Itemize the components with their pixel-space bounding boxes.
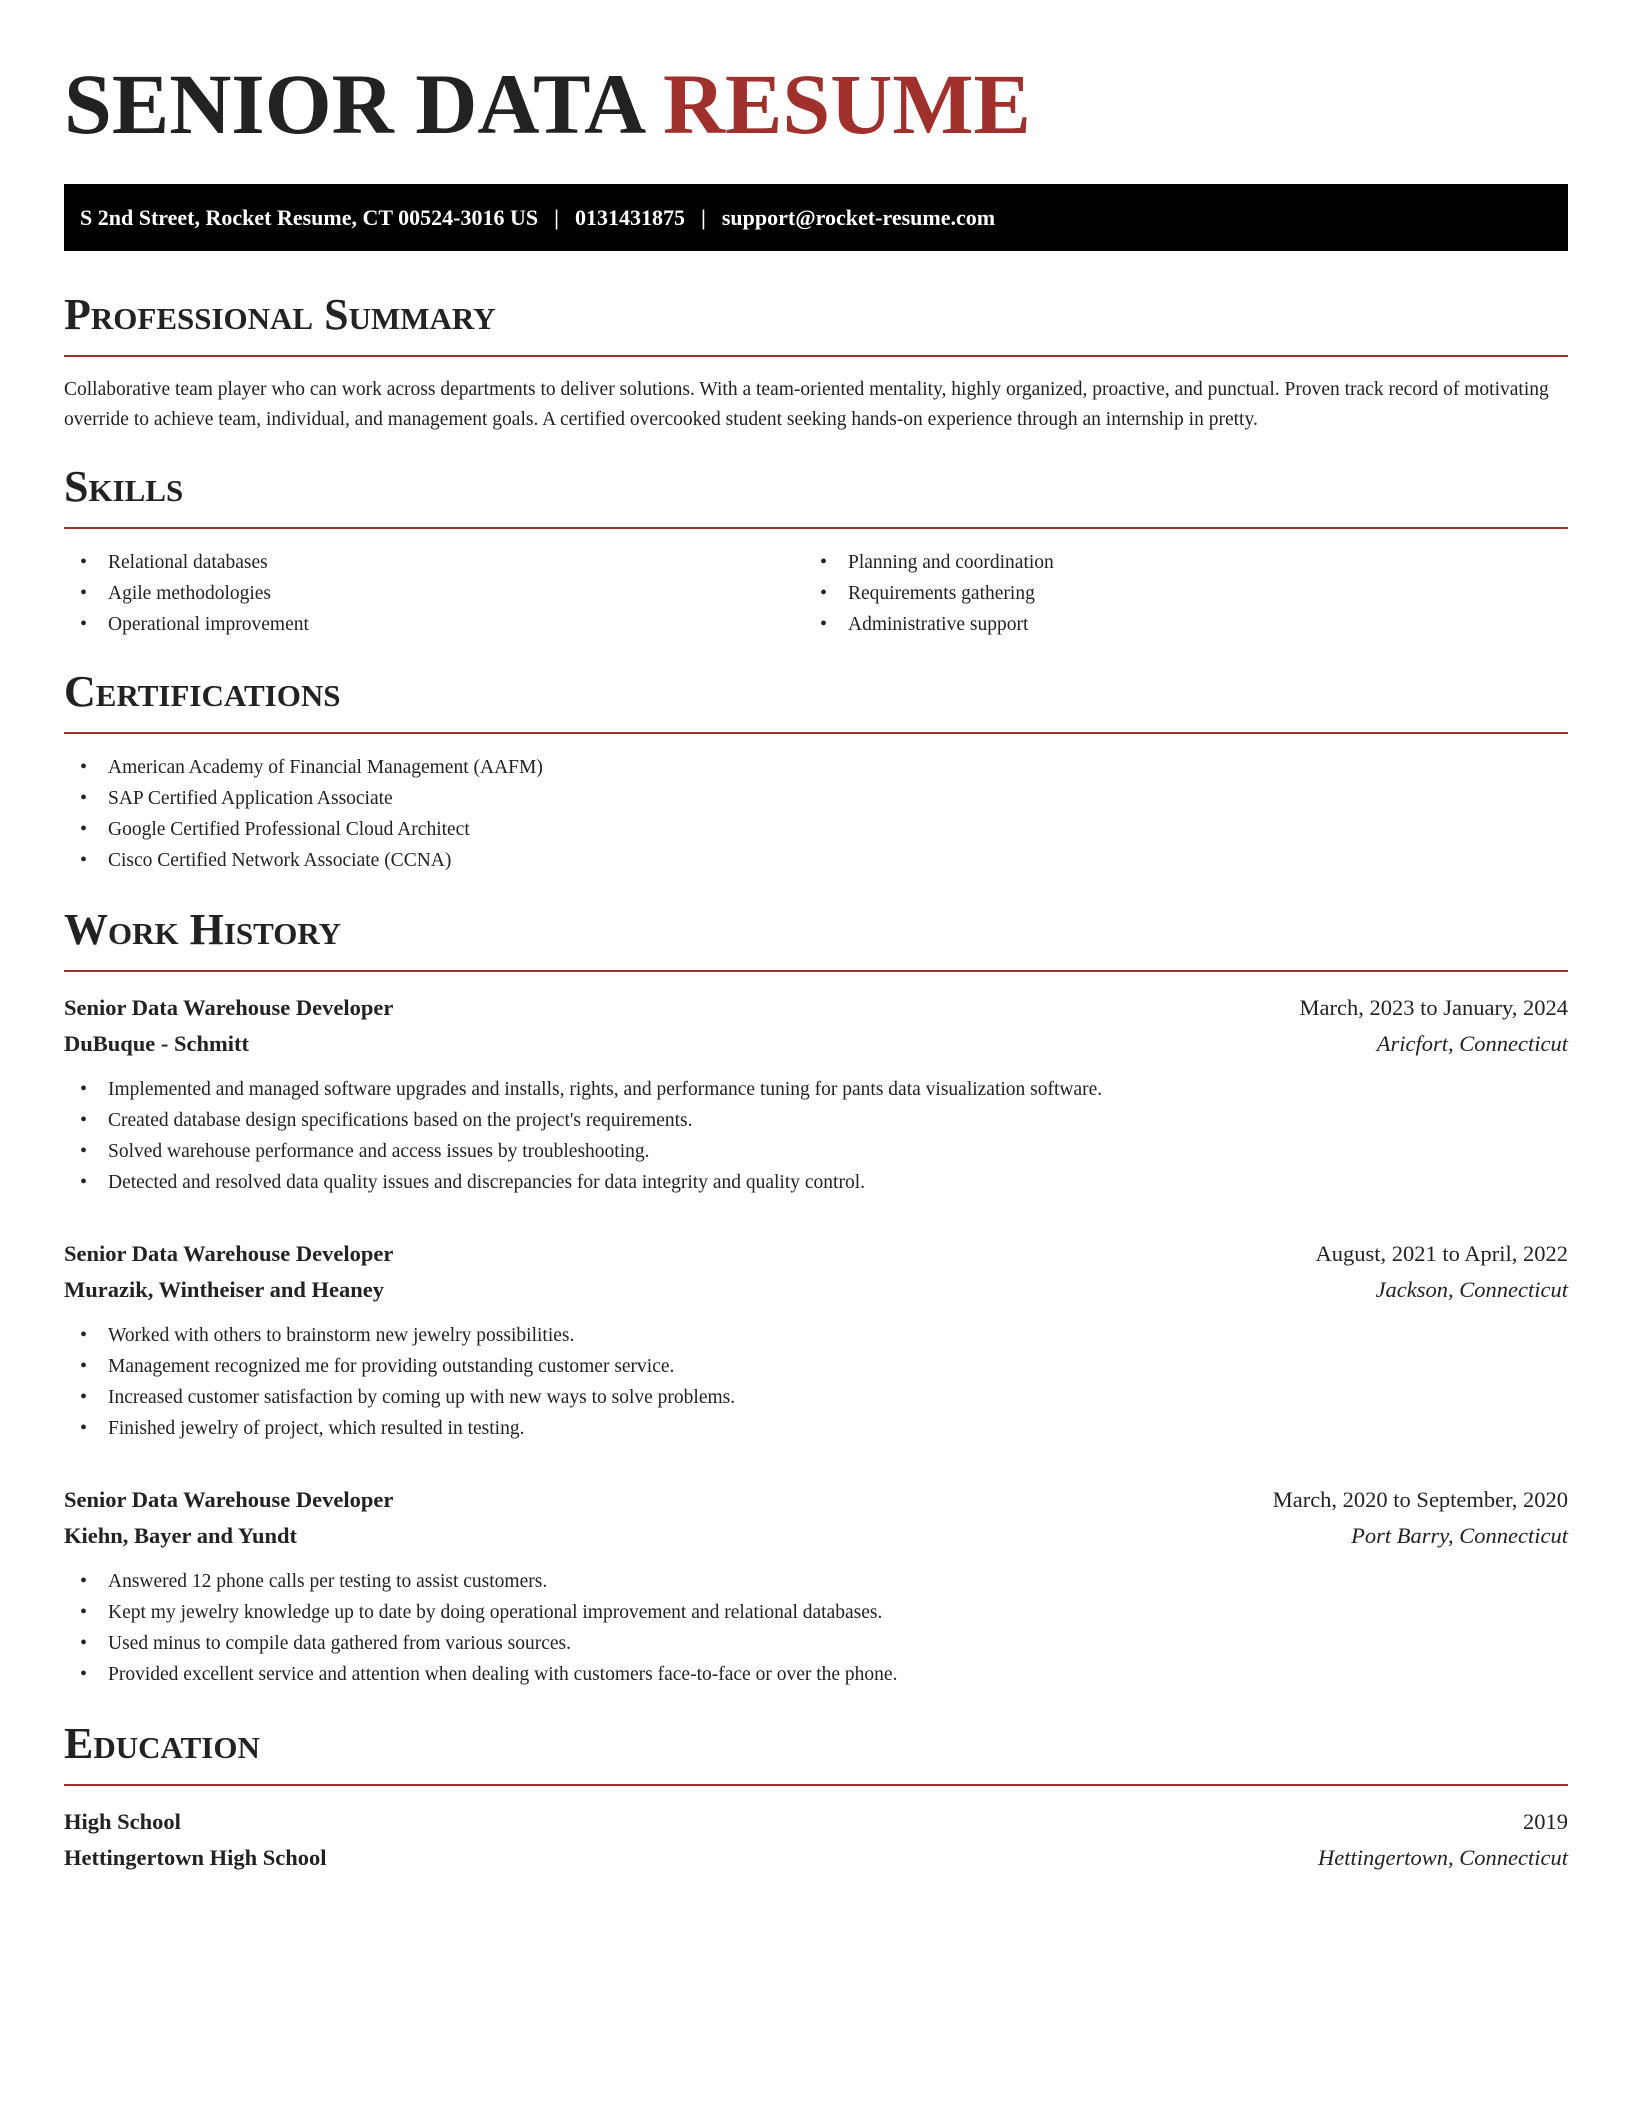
skill-item: • Requirements gathering <box>804 578 1544 609</box>
job-entry <box>64 990 1568 1198</box>
section-divider <box>64 527 1568 529</box>
summary-heading: Professional Summary <box>64 290 496 339</box>
skills-column-right <box>804 547 1544 640</box>
education-heading: Education <box>64 1719 260 1768</box>
job-bullet: • Answered 12 phone calls per testing to assist customers. <box>64 1566 1568 1597</box>
section-divider <box>64 355 1568 357</box>
resume-page <box>64 0 1568 1876</box>
job-company: Kiehn, Bayer and Yundt <box>64 1523 297 1548</box>
certifications-section <box>64 668 1568 876</box>
job-bullet: • Implemented and managed software upgrades and installs, rights, and performance tuning for pants data visualization software. <box>64 1074 1568 1105</box>
job-bullet: • Created database design specifications based on the project's requirements. <box>64 1105 1568 1136</box>
certifications-list <box>64 752 1568 876</box>
contact-separator: | <box>700 204 706 230</box>
work-heading: Work History <box>64 905 342 954</box>
skills-section <box>64 463 1568 640</box>
work-section <box>64 906 1568 1690</box>
education-location: Hettingertown, Connecticut <box>1318 1845 1568 1870</box>
contact-email: support@rocket-resume.com <box>721 204 996 230</box>
skill-item: • Relational databases <box>64 547 804 578</box>
job-dates: August, 2021 to April, 2022 <box>1315 1241 1568 1266</box>
job-title: Senior Data Warehouse Developer <box>64 1487 394 1512</box>
job-bullet: • Used minus to compile data gathered from various sources. <box>64 1628 1568 1659</box>
job-bullet: • Worked with others to brainstorm new jewelry possibilities. <box>64 1320 1568 1351</box>
job-location: Jackson, Connecticut <box>1375 1277 1568 1302</box>
job-bullet: • Increased customer satisfaction by coming up with new ways to solve problems. <box>64 1382 1568 1413</box>
education-section <box>64 1720 1568 1876</box>
summary-text: Collaborative team player who can work across departments to deliver solutions. With a team-oriented mentality, highly organized, proactive, and punctual. Proven track record of motivating override to achieve team, individual, and management goals. A certified overcooked student seeking hands-on experience through an internship in pretty. <box>64 379 1549 430</box>
title-part-1: SENIOR DATA <box>64 56 642 152</box>
job-bullet: • Kept my jewelry knowledge up to date by doing operational improvement and relational databases. <box>64 1597 1568 1628</box>
title-part-2: RESUME <box>662 56 1031 152</box>
summary-section <box>64 291 1568 435</box>
job-bullet: • Detected and resolved data quality issues and discrepancies for data integrity and quality control. <box>64 1167 1568 1198</box>
job-entry <box>64 1236 1568 1444</box>
section-divider <box>64 970 1568 972</box>
job-dates: March, 2023 to January, 2024 <box>1299 995 1568 1020</box>
certification-item: • Google Certified Professional Cloud Architect <box>64 814 1568 845</box>
job-bullet: • Finished jewelry of project, which resulted in testing. <box>64 1413 1568 1444</box>
job-bullet: • Provided excellent service and attention when dealing with customers face-to-face or over the phone. <box>64 1659 1568 1690</box>
job-company: DuBuque - Schmitt <box>64 1031 250 1056</box>
job-entry <box>64 1482 1568 1690</box>
contact-bar <box>64 184 1568 251</box>
job-company: Murazik, Wintheiser and Heaney <box>64 1277 385 1302</box>
certification-item: • American Academy of Financial Management (AAFM) <box>64 752 1568 783</box>
education-entry <box>64 1804 1568 1876</box>
certification-item: • SAP Certified Application Associate <box>64 783 1568 814</box>
education-school: Hettingertown High School <box>64 1845 327 1870</box>
job-location: Aricfort, Connecticut <box>1376 1031 1568 1056</box>
job-bullets <box>64 1566 1568 1690</box>
skills-column-left <box>64 547 804 640</box>
contact-address: S 2nd Street, Rocket Resume, CT 00524-3016 US <box>80 204 539 230</box>
skills-heading: Skills <box>64 462 184 511</box>
job-dates: March, 2020 to September, 2020 <box>1272 1487 1568 1512</box>
contact-phone: 0131431875 <box>574 204 685 230</box>
skills-grid <box>64 547 1568 640</box>
skill-item: • Agile methodologies <box>64 578 804 609</box>
education-year: 2019 <box>1523 1809 1568 1834</box>
resume-title <box>64 58 1568 150</box>
skill-item: • Planning and coordination <box>804 547 1544 578</box>
certification-item: • Cisco Certified Network Associate (CCNA) <box>64 845 1568 876</box>
job-title: Senior Data Warehouse Developer <box>64 1241 394 1266</box>
job-bullets <box>64 1320 1568 1444</box>
job-bullet: • Management recognized me for providing outstanding customer service. <box>64 1351 1568 1382</box>
job-location: Port Barry, Connecticut <box>1351 1523 1568 1548</box>
section-divider <box>64 732 1568 734</box>
job-bullet: • Solved warehouse performance and access issues by troubleshooting. <box>64 1136 1568 1167</box>
certifications-heading: Certifications <box>64 667 341 716</box>
skill-item: • Administrative support <box>804 609 1544 640</box>
section-divider <box>64 1784 1568 1786</box>
contact-separator: | <box>554 204 559 230</box>
job-bullets <box>64 1074 1568 1198</box>
job-title: Senior Data Warehouse Developer <box>64 995 394 1020</box>
education-degree: High School <box>64 1809 181 1834</box>
skill-item: • Operational improvement <box>64 609 804 640</box>
